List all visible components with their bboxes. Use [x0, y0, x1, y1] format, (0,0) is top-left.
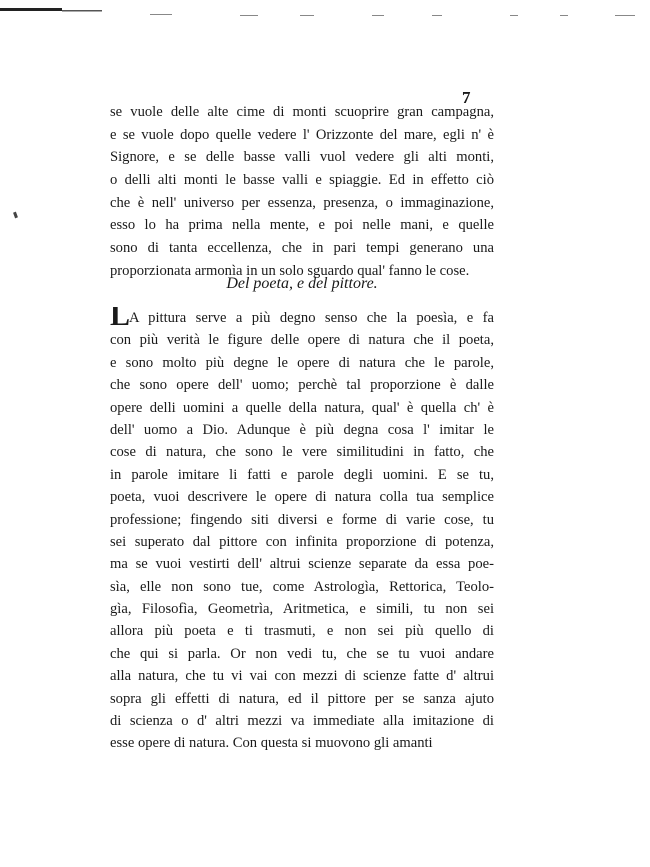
text-line: che è nell' universo per essenza, presenza, o immaginazione, — [110, 194, 494, 211]
text-line: e se vuole dopo quelle vedere l' Orizzonte del mare, egli n' è — [110, 126, 494, 143]
drop-cap: L — [110, 307, 130, 330]
section-paragraph — [110, 307, 494, 755]
text-line: professione; fingendo siti diversi e forme di varie cose, tu — [110, 511, 494, 528]
text-line: e sono molto più degne le opere di natura che le parole, — [110, 354, 494, 371]
text-line: poeta, vuoi descrivere le opere di natura colla tua semplice — [110, 489, 494, 506]
text-line: sìa, elle non sono tue, come Astrologìa, Rettorica, Teolo- — [110, 578, 494, 595]
text-line: di scienza o d' altri mezzi va immediate alla imitazione di — [110, 713, 494, 730]
text-line: opere delli uomini a quelle della natura, qual' è quella ch' è — [110, 399, 494, 416]
text-line: cose di natura, che sono le vere similitudini in fatto, che — [110, 444, 494, 461]
text-line: ma se vuoi vestirti dell' altrui scienze separate da essa poe- — [110, 556, 494, 573]
top-edge-rule — [0, 6, 650, 20]
first-line-text: A pittura serve a più degno senso che la poesìa, e fa — [129, 310, 494, 326]
text-line: esso lo ha prima nella mente, e poi nelle mani, e quelle — [110, 217, 494, 234]
continuation-paragraph — [110, 101, 494, 283]
text-line: che qui si parla. Or non vedi tu, che se tu vuoi andare — [110, 645, 494, 662]
text-line: dell' uomo a Dio. Adunque è più degna cosa l' imitar le — [110, 421, 494, 438]
page-number: 7 — [462, 88, 471, 107]
text-line: o delli alti monti le basse valli e spiaggie. Ed in effetto ciò — [110, 172, 494, 189]
text-line: sopra gli effetti di natura, ed il pittore per se sanza ajuto — [110, 690, 494, 707]
text-line: sei superato dal pittore con infinita proporzione di potenza, — [110, 533, 494, 550]
text-line: gìa, Filosofìa, Geometrìa, Aritmetica, e simili, tu non sei — [110, 601, 494, 618]
text-line: proporzionata armonìa in un solo sguardo qual' fanno le cose. — [110, 262, 470, 279]
text-line: in parole imitare li fatti e parole degli uomini. E se tu, — [110, 466, 494, 483]
text-line: esse opere di natura. Con questa si muovono gli amanti — [110, 735, 433, 752]
first-line — [110, 307, 494, 329]
text-line: allora più poeta e ti trasmuti, e non sei più quello di — [110, 623, 494, 640]
margin-mark — [13, 212, 18, 219]
text-line: Signore, e se delle basse valli vuol vedere gli alti monti, — [110, 149, 494, 166]
text-line: alla natura, che tu vi vai con mezzi di scienze fatte d' altrui — [110, 668, 494, 685]
section-heading: Del poeta, e del pittore. — [226, 275, 378, 292]
text-line: che sono opere dell' uomo; perchè tal proporzione è dalle — [110, 377, 494, 394]
text-line: con più verità le figure delle opere di natura che il poeta, — [110, 332, 494, 349]
text-line: se vuole delle alte cime di monti scuoprire gran campagna, — [110, 104, 494, 120]
text-line: sono di tanta eccellenza, che in pari tempi generano una — [110, 240, 494, 257]
